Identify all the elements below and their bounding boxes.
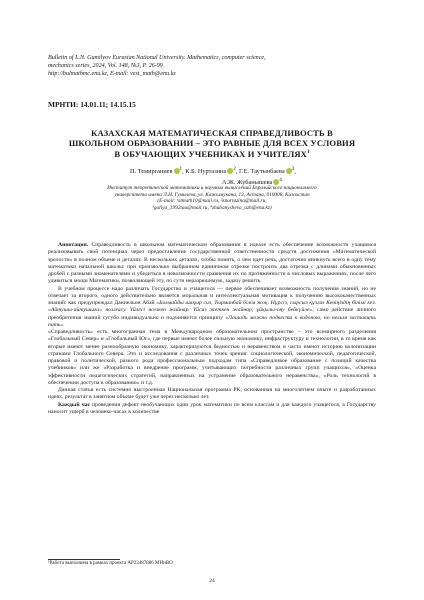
affiliation-line-1: Институт теоретической математики и научных вычислений Евразийского национального xyxy=(107,185,317,191)
paper-body xyxy=(48,242,376,416)
author-list xyxy=(100,165,370,187)
footnote-divider xyxy=(48,559,120,560)
abai-quote: «Болмайды шақыр сиз, Тырманбай білім жоқ. Нұрсіз, сырсыз құзгиз Көзіңіздің білімі кез. «Айтушы-айтушыға» жалғасу. Үйлесі желкен жайнар. Үйсиз жеткен жайнар, ұйқылы-ояу бейкүйле» xyxy=(48,300,377,314)
page-number: 24 xyxy=(209,578,215,584)
journal-header xyxy=(48,54,368,79)
proverb-quote: «Лошадь можно подвести к водопою, но нельзя заставить пить». xyxy=(48,314,376,328)
title-line-2: ШКОЛЬНОМ ОБРАЗОВАНИИ – ЭТО РАВНЫЕ ДЛЯ ВСЕХ УСЛОВИЯ xyxy=(68,138,356,148)
authors-line-1: П. Темирганиев $^1$, К.Б. Нуртазина $^2$, Г.Е. Таутынбаева $^3$, xyxy=(130,166,296,176)
body-paragraph-4: Данная статья есть системно выстроенная Национальная программа РК, основанная на многолетнем опыте и разработанных идеях, результат в занятном объеме будет уже через несколько лет. xyxy=(48,387,376,401)
journal-line-2: mechanics series, 2024, Vol. 148, №3, P. 26-99 xyxy=(48,63,163,70)
journal-line-1: Bulletin of L.N. Gumilyov Eurasian National University. Mathematics, computer science, xyxy=(48,55,266,61)
affiliation-line-2: университета имени Л.Н. Гумилева, ул. Кажымукана, 13, Астана, 010008, Казахстан xyxy=(114,191,310,198)
footnote: ¹Работа выполнена в рамках проекта AP23487886 МНиВО xyxy=(48,561,173,566)
author-2: К.Б. Нуртазина xyxy=(185,168,227,176)
body-paragraph-2: В учебном процессе надо различать Государство и учащегося — первое обеспечивает возможность получения знаний, но не отвечает за второго, одного действительно является моральная и интеллектуальная мотивация к получению высококачественных знаний: как предупреждал Даниельон Абай «Болмайды шақыр сиз, Тырманбай білім жоқ. Нұрсіз, сырсыз құзгиз Көзіңіздің білімі кез. «Айтушы-айтушыға» жалғасу. Үйлесі желкен жайнар. Үйсиз жеткен жайнар, ұйқылы-ояу бейкүйле», само действие личного преобретения знаний сугубо индивидуально и подчиняется принципу «Лошадь можно подвести к водопою, но нельзя заставить пить». xyxy=(48,285,377,328)
author-1: П. Темирганиев xyxy=(130,168,173,176)
authors-line-2: А.Ж. Жубанышева $^4$ xyxy=(222,177,282,187)
title-line-3: В ОБУЧАЮЩИХ УЧЕБНИКАХ И УЧИТЕЛЯХ$^1$ xyxy=(114,148,310,159)
body-paragraph-5: Каждый час проведения дефект необучающих один урок математики по всем классам и для каждого учащегося, а Государству наносит ущерб в человеко-часах в количестве xyxy=(48,401,377,415)
affiliation-emails-1: (E-mail: ¹stmath10@mail.ru, ²knurtazina@mail.ru, xyxy=(157,198,267,205)
paper-title xyxy=(58,128,366,159)
affiliation xyxy=(48,185,376,211)
affiliation-emails-2: ³galiya_1992tau@mail.ru, ⁴zhubanysheva_azh@enu.kz) xyxy=(152,204,272,211)
author-4: А.Ж. Жубанышева xyxy=(222,179,273,187)
title-footnote-mark: 1 xyxy=(307,150,310,155)
title-line-1: КАЗАХСКАЯ МАТЕМАТИЧЕСКАЯ СПРАВЕДЛИВОСТЬ В xyxy=(91,128,333,138)
abstract-paragraph: Аннотация. Справедливость в школьном математическом образовании в идеале есть обеспечение возможности учащимся реализовывать свой потенциал через предоставление государственной ответственности средств достижения «Математической зрелости» в полном объеме и деталях. В нескольких деталях, чтобы понять, о чем идет речь, достаточно вникнуть всего в одну тему математики начальной школы: при произвольно выбранном единичном отрезке построить два отрезка с длинами обыкновенных дробей с разными знаменателями и убедиться в невозможности сравнения их по протяженности в числовых выражениях, после чего удивиться мощи Математики, позволяющей эту, по сути неразрешимую, задачу решить. xyxy=(48,242,377,285)
body-paragraph-3: «Справедливость» есть многогранная тема в Международном образовательном пространстве – это всемирного разделения «Глобальный Север» и «Глобальный Юг», где первые имеют более сильную экономику, инфраструктуру и технологии, в то время как вторые имеют менее разнообразную экономику, характеризуются бедностью и неравенством и часто имеют историю колонизации странами Глобального Севера. Это и исследования с различных точек зрения: социологической, экономической, педагогической, правовой и политической, разного рода профессиональным подходам типа «Справедливое образование с позиций качества учебников» или же «Разработка и внедрение программ, учитывающих потребности различных групп учащихся», «Оценка эффективности педагогических стратегий, направленных на устранение образовательного неравенства», «Роль технологий в обеспечении доступа к образованию» и т.д. xyxy=(48,329,376,386)
journal-line-3: http://bulmathmc.enu.kz, E-mail: vest_math@enu.kz xyxy=(48,71,176,78)
paragraph-lead: Каждый час xyxy=(58,401,91,408)
author-3: Г.Е. Таутынбаева xyxy=(239,168,285,176)
mrnti-code: МРНТИ: 14.01.11; 14.15.15 xyxy=(48,100,136,109)
abstract-label: Аннотация. xyxy=(58,242,89,248)
